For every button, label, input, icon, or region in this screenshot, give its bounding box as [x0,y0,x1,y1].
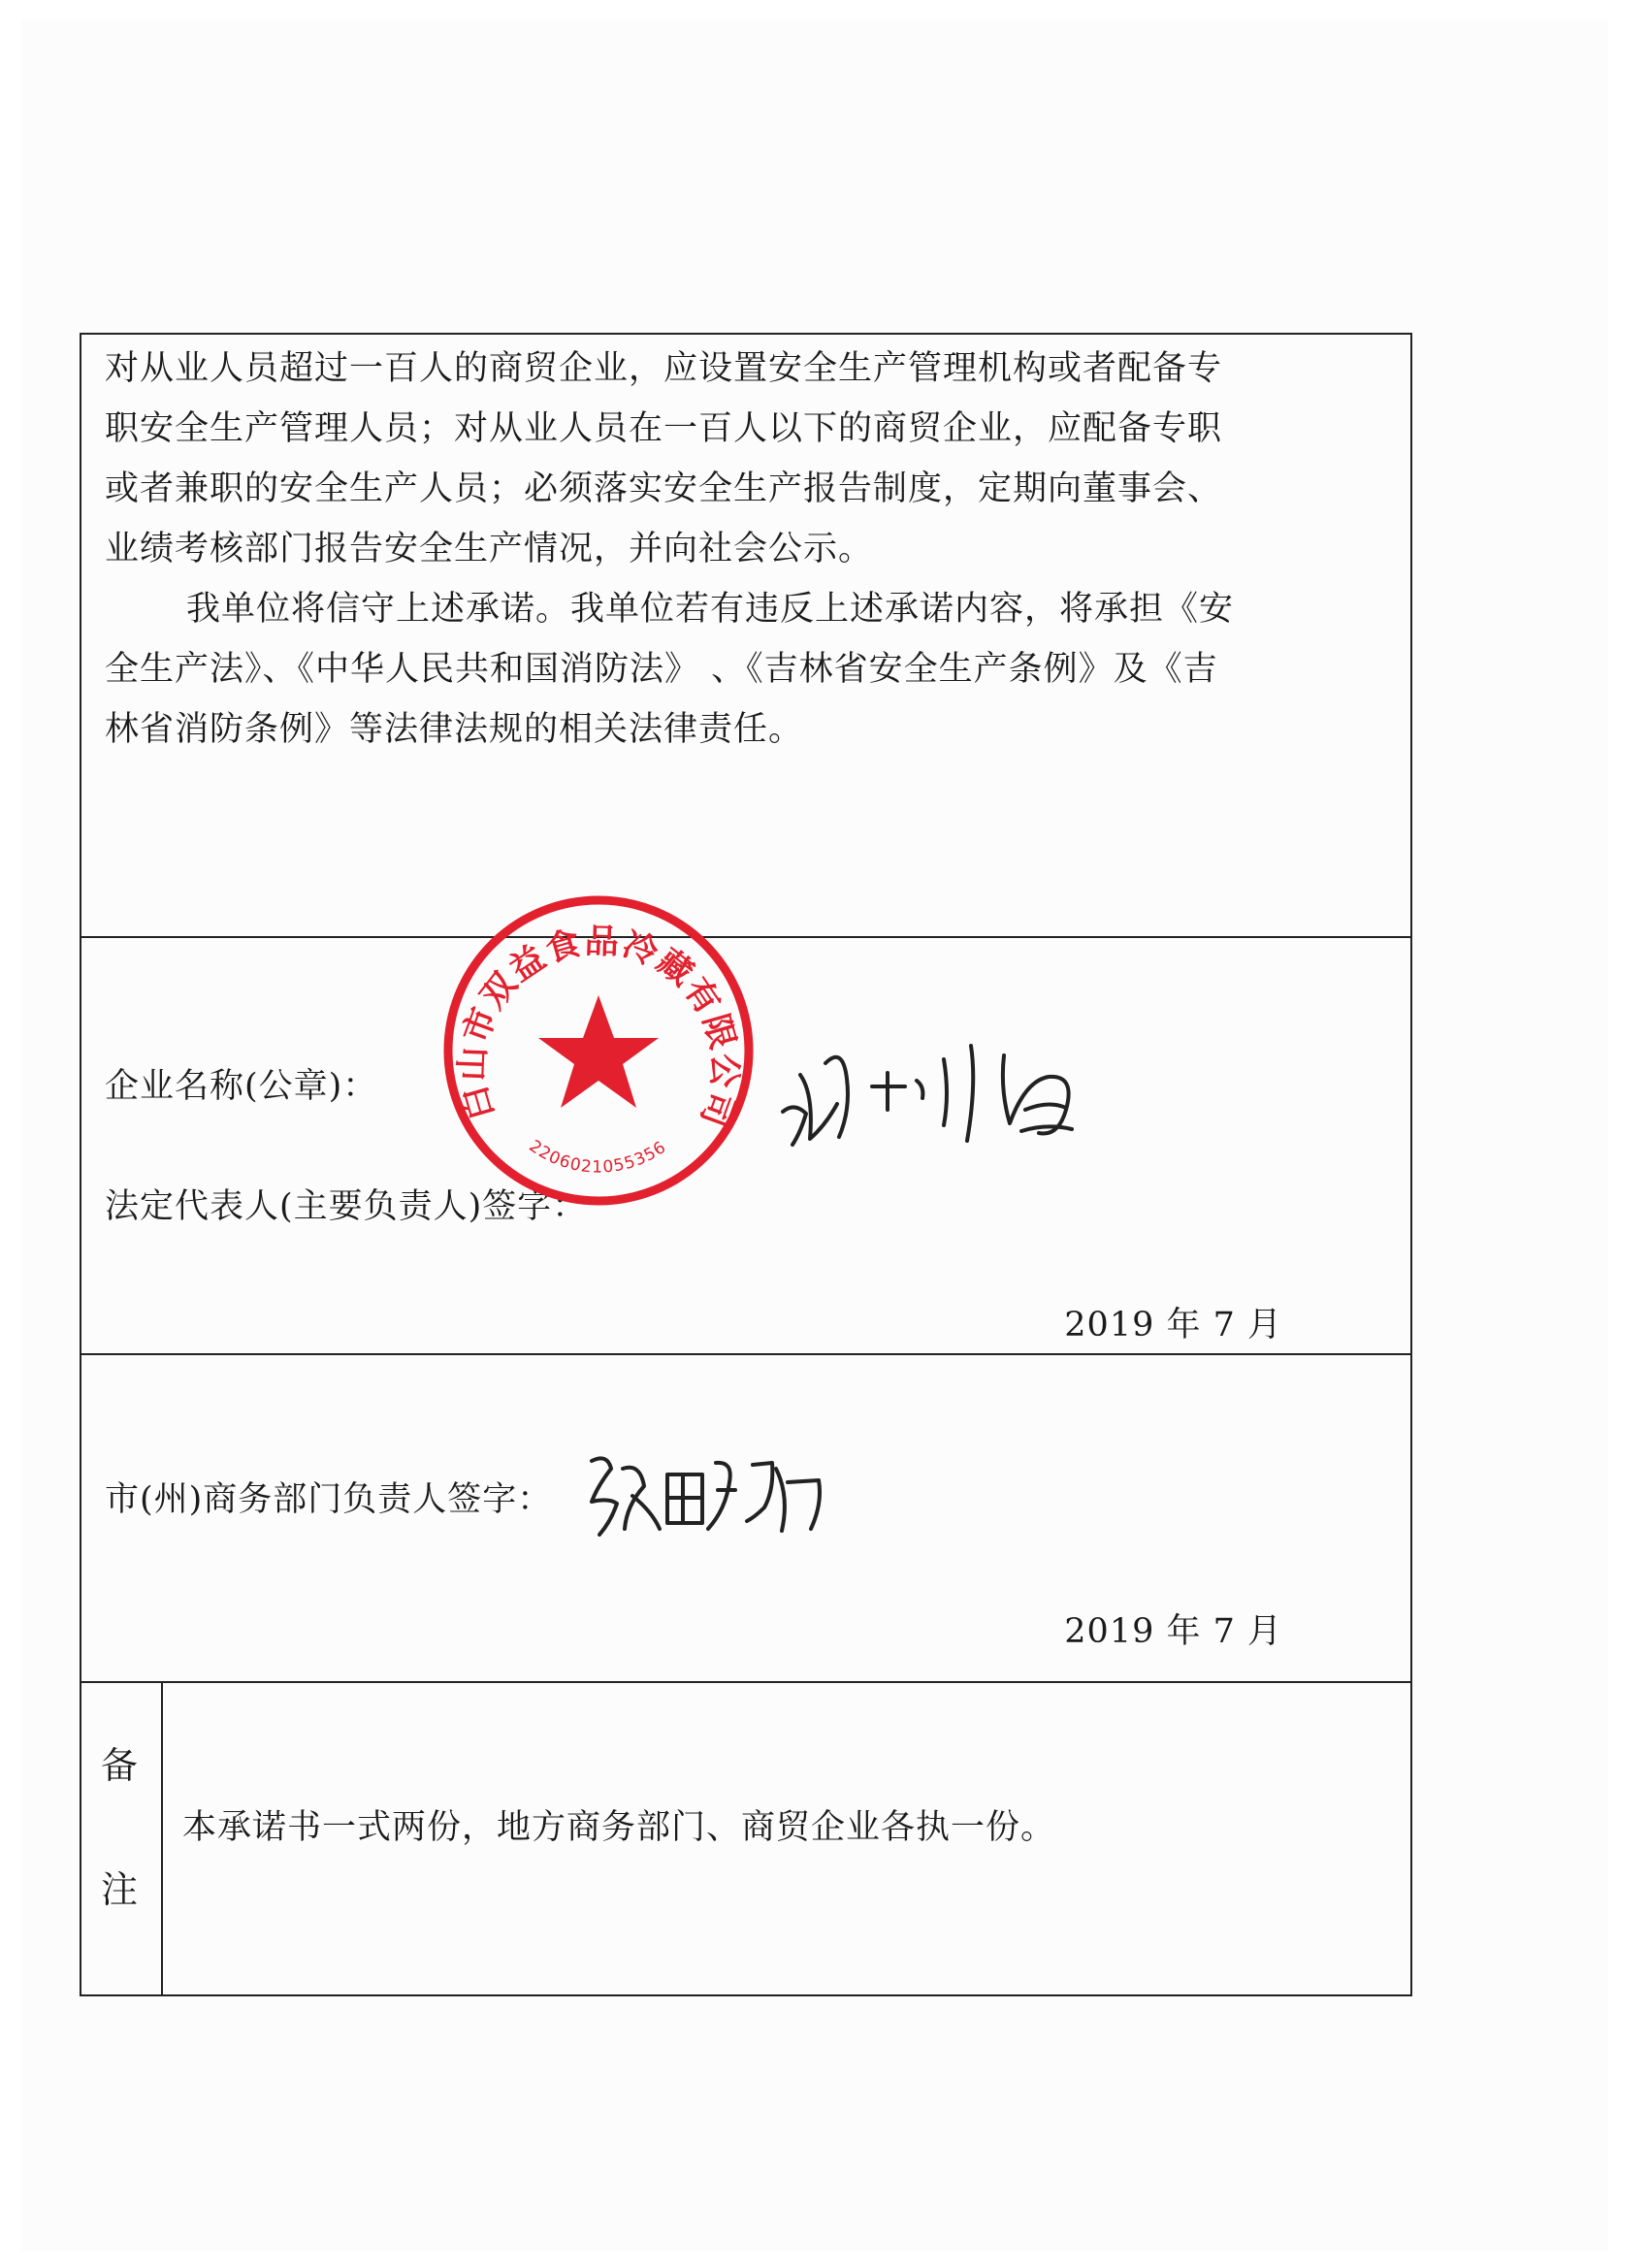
commerce-signature-label: 市(州)商务部门负责人签字： [105,1480,553,1519]
legal-representative-signature [771,1017,1130,1167]
seal-star-icon [538,995,659,1108]
enterprise-name-label: 企业名称(公章)： [105,1067,378,1106]
commitment-line: 对从业人员超过一百人的商贸企业，应设置安全生产管理机构或者配备专 [105,349,1223,388]
company-seal [438,891,759,1211]
commitment-line: 或者兼职的安全生产人员；必须落实安全生产报告制度，定期向董事会、 [105,470,1223,508]
remarks-label-bottom: 注 [101,1868,140,1911]
remarks-content: 本承诺书一式两份，地方商务部门、商贸企业各执一份。 [182,1808,1056,1847]
seal-number: 2206021055356 [525,1136,670,1178]
pledge-line: 我单位将信守上述承诺。我单位若有违反上述承诺内容，将承担《安 [186,590,1235,629]
enterprise-date: 2019 年 7 月 [1064,1306,1282,1345]
column-divider [161,1681,163,1994]
row-divider [81,1681,1410,1683]
legal-representative-label: 法定代表人(主要负责人)签字： [105,1187,588,1226]
pledge-line: 林省消防条例》等法律法规的相关法律责任。 [105,710,804,749]
commitment-line: 业绩考核部门报告安全生产情况，并向社会公示。 [105,530,874,568]
remarks-label-top: 备 [101,1744,140,1787]
commerce-date: 2019 年 7 月 [1064,1612,1282,1651]
commerce-signature [582,1440,844,1546]
commitment-line: 职安全生产管理人员；对从业人员在一百人以下的商贸企业，应配备专职 [105,409,1223,448]
seal-company-name: 白山市双益食品冷藏有限公司 [452,921,745,1134]
row-divider [81,1353,1410,1355]
pledge-line: 全生产法》、《中华人民共和国消防法》 、《吉林省安全生产条例》及《吉 [105,650,1218,689]
svg-text:2206021055356 [526,1137,670,1178]
